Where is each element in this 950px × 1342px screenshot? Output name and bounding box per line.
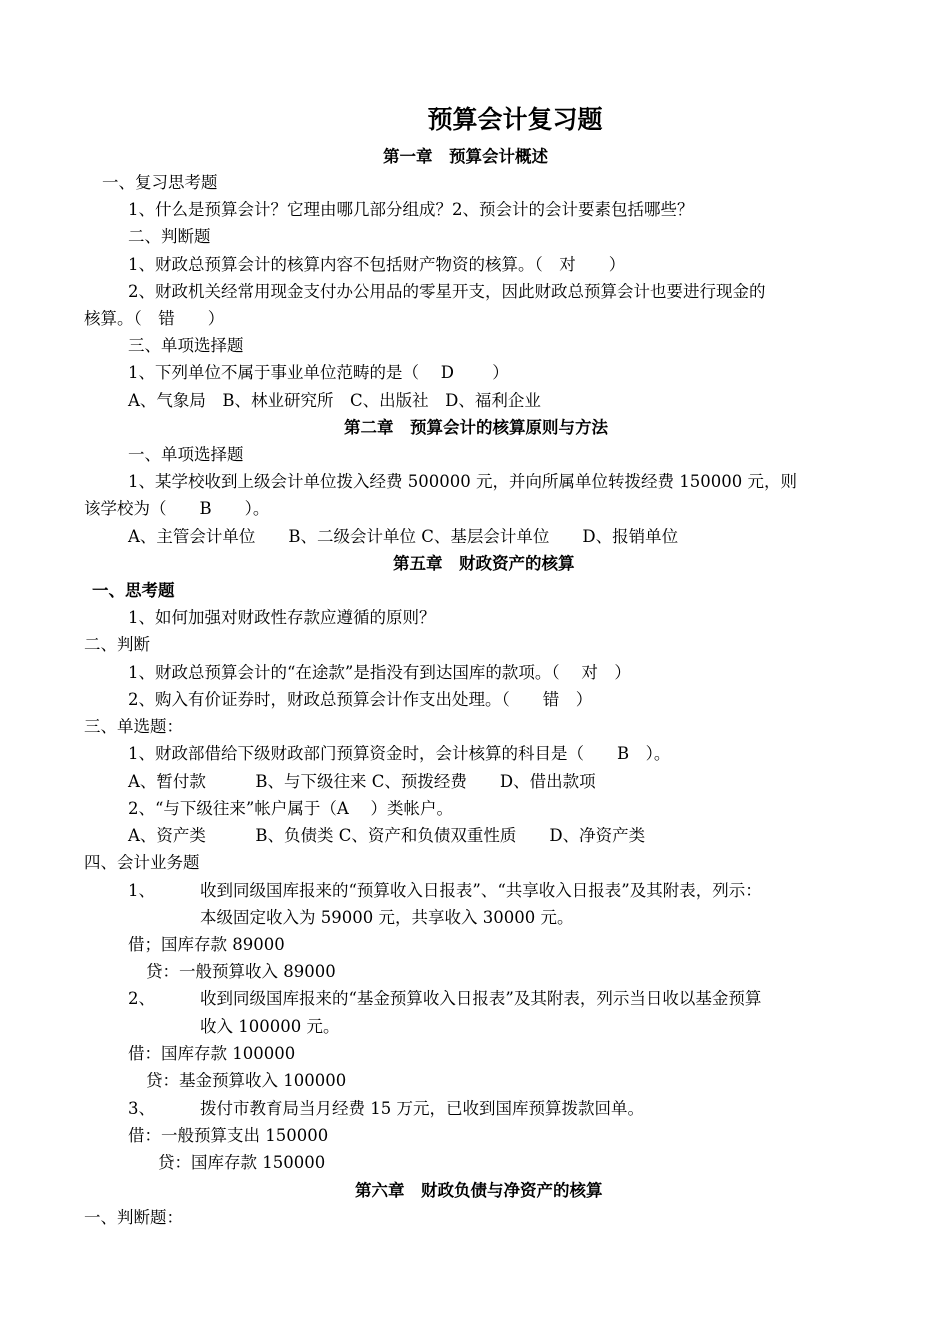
- answer-options: A、资产类 B、负债类 C、资产和负债双重性质 D、净资产类: [128, 826, 646, 845]
- answer-options: A、主管会计单位 B、二级会计单位 C、基层会计单位 D、报销单位: [128, 527, 679, 546]
- question-text: 2、“与下级往来”帐户属于（A ）类帐户。: [128, 799, 454, 818]
- page-title: 预算会计复习题: [427, 105, 603, 134]
- question-text: 该学校为（ B ）。: [84, 499, 270, 518]
- section-heading: 四、会计业务题: [84, 853, 200, 872]
- question-text: 1、财政总预算会计的核算内容不包括财产物资的核算。（ 对 ）: [128, 255, 626, 274]
- chapter-heading: 第五章 财政资产的核算: [393, 554, 575, 573]
- section-heading: 三、单项选择题: [128, 336, 244, 355]
- section-heading: 二、判断题: [128, 227, 211, 246]
- task-number: 2、: [128, 989, 155, 1008]
- section-heading: 三、单选题：: [84, 717, 183, 736]
- question-text: 核算。（ 错 ）: [84, 309, 225, 328]
- section-heading: 二、判断: [84, 635, 150, 654]
- question-text: 1、什么是预算会计？它理由哪几部分组成？2、预会计的会计要素包括哪些？: [128, 200, 694, 219]
- section-heading: 一、判断题：: [84, 1208, 183, 1227]
- chapter-heading: 第一章 预算会计概述: [383, 147, 548, 166]
- task-text: 收入 100000 元。: [200, 1017, 340, 1036]
- journal-debit: 借：国库存款 100000: [128, 1044, 296, 1063]
- answer-options: A、气象局 B、林业研究所 C、出版社 D、福利企业: [128, 391, 541, 410]
- question-text: 2、购入有价证券时，财政总预算会计作支出处理。（ 错 ）: [128, 690, 593, 709]
- question-text: 1、财政部借给下级财政部门预算资金时，会计核算的科目是（ B ）。: [128, 744, 671, 763]
- question-text: 1、某学校收到上级会计单位拨入经费 500000 元，并向所属单位转拨经费 150000 元，则: [128, 472, 797, 491]
- section-heading: 一、复习思考题: [102, 173, 218, 192]
- task-text: 本级固定收入为 59000 元，共享收入 30000 元。: [200, 908, 574, 927]
- journal-debit: 借；国库存款 89000: [128, 935, 285, 954]
- journal-credit: 贷：基金预算收入 100000: [146, 1071, 347, 1090]
- task-text: 收到同级国库报来的“基金预算收入日报表”及其附表，列示当日收以基金预算: [200, 989, 762, 1008]
- task-text: 收到同级国库报来的“预算收入日报表”、“共享收入日报表”及其附表，列示：: [200, 881, 762, 900]
- journal-credit: 贷：一般预算收入 89000: [146, 962, 336, 981]
- task-number: 3、: [128, 1099, 155, 1118]
- task-text: 拨付市教育局当月经费 15 万元，已收到国库预算拨款回单。: [200, 1099, 644, 1118]
- chapter-heading: 第六章 财政负债与净资产的核算: [355, 1181, 603, 1200]
- journal-debit: 借：一般预算支出 150000: [128, 1126, 329, 1145]
- answer-options: A、暂付款 B、与下级往来 C、预拨经费 D、借出款项: [128, 772, 596, 791]
- journal-credit: 贷：国库存款 150000: [158, 1153, 326, 1172]
- question-text: 2、财政机关经常用现金支付办公用品的零星开支，因此财政总预算会计也要进行现金的: [128, 282, 766, 301]
- question-text: 1、如何加强对财政性存款应遵循的原则？: [128, 608, 436, 627]
- question-text: 1、财政总预算会计的“在途款”是指没有到达国库的款项。（ 对 ）: [128, 663, 631, 682]
- chapter-heading: 第二章 预算会计的核算原则与方法: [344, 418, 608, 437]
- section-heading: 一、思考题: [92, 581, 175, 600]
- section-heading: 一、单项选择题: [128, 445, 244, 464]
- question-text: 1、下列单位不属于事业单位范畴的是（ D ）: [128, 363, 509, 382]
- task-number: 1、: [128, 881, 155, 900]
